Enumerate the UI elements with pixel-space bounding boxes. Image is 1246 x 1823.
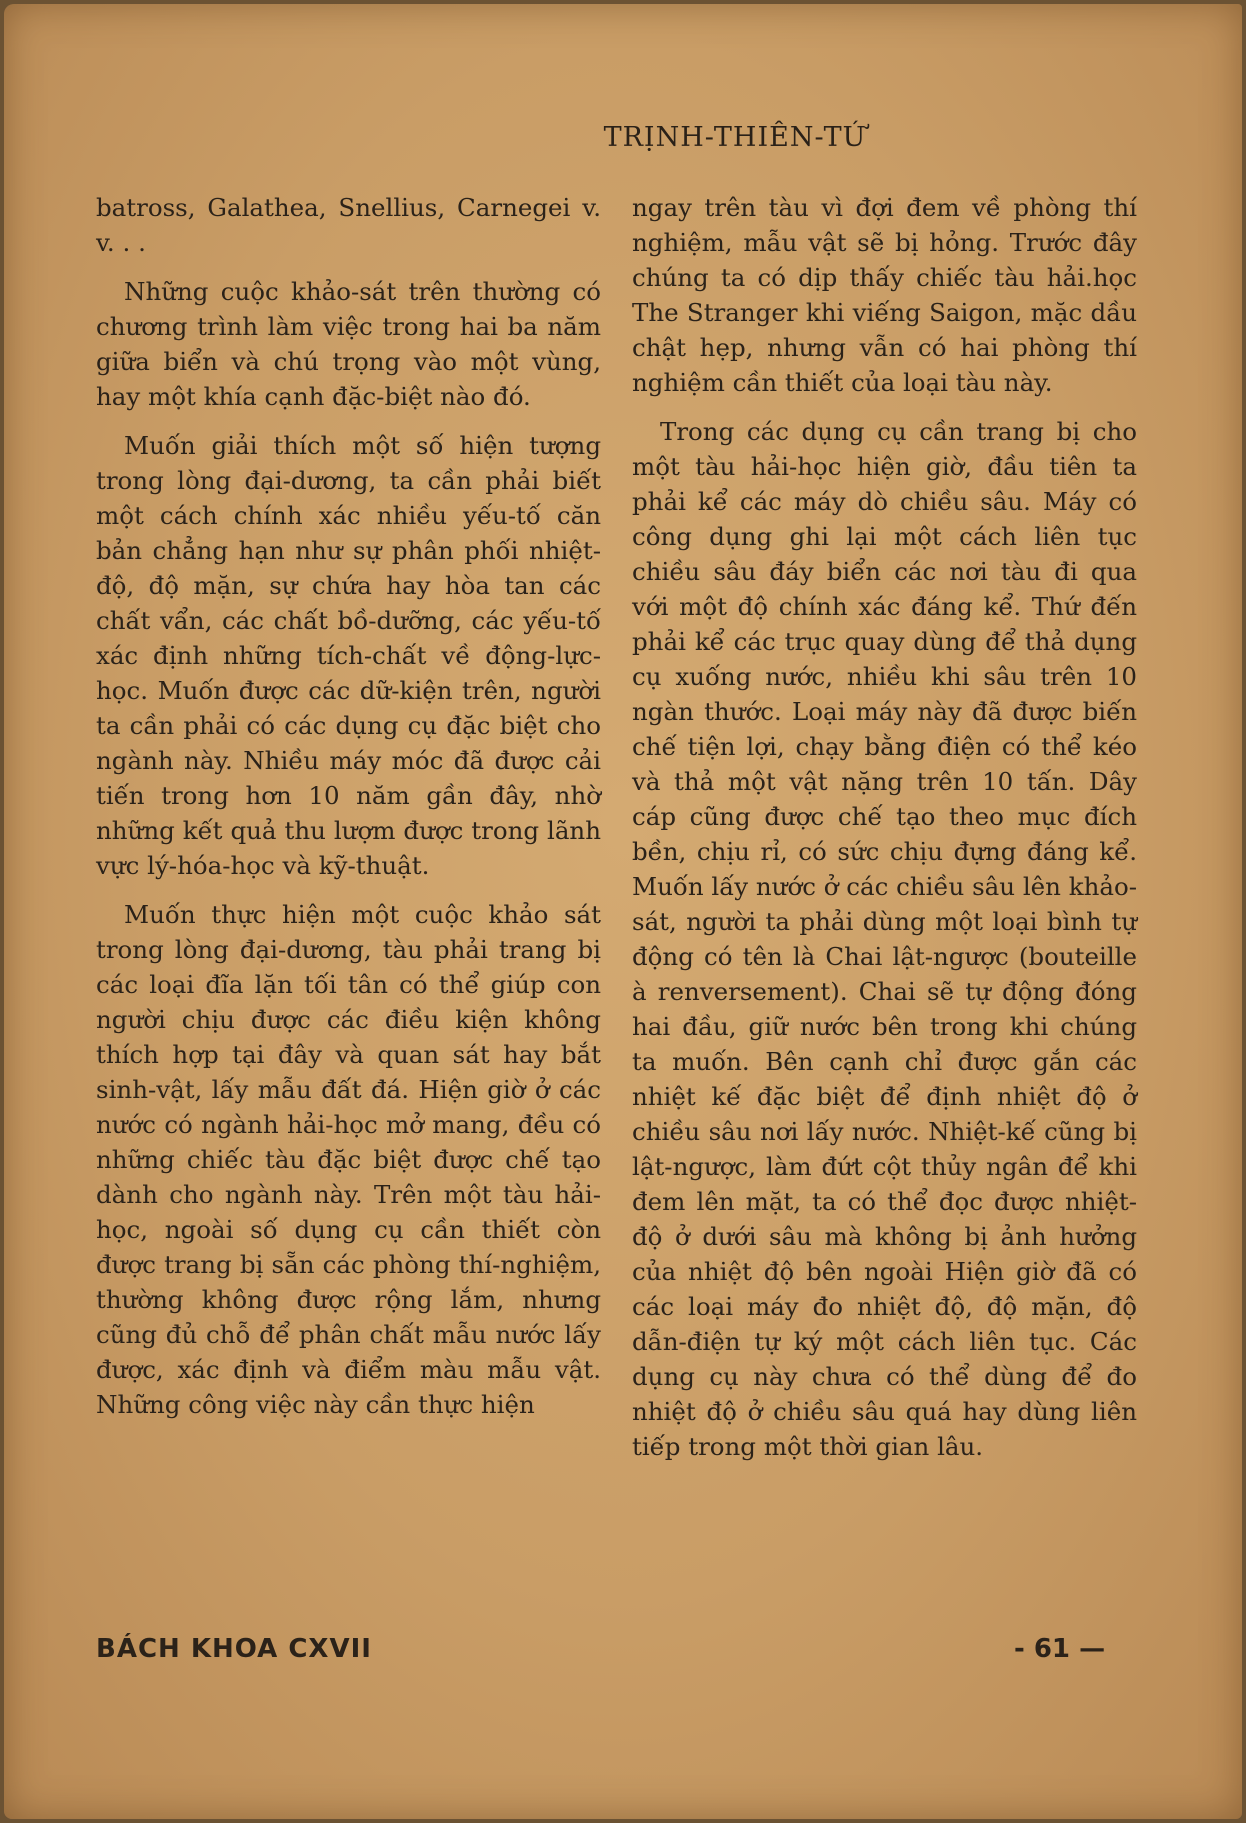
- document-page: [4, 4, 1242, 1819]
- left-column: [96, 190, 601, 1436]
- magazine-footer: BÁCH KHOA CXVII: [96, 1634, 372, 1664]
- paragraph: Muốn giải thích một số hiện tượng trong lòng đại-dương, ta cần phải biết một cách chính xác nhiều yếu-tố căn bản chẳng hạn như sự phân phối nhiệt-độ, độ mặn, sự chứa hay hòa tan các chất vẩn, các chất bồ-dưỡng, các yếu-tố xác định những tích-chất về động-lực-học. Muốn được các dữ-kiện trên, người ta cần phải có các dụng cụ đặc biệt cho ngành này. Nhiều máy móc đã được cải tiến trong hơn 10 năm gần đây, nhờ những kết quả thu lượm được trong lãnh vực lý-hóa-học và kỹ-thuật.: [96, 431, 601, 880]
- header-author: TRỊNH-THIÊN-TỨ: [603, 122, 867, 153]
- paragraph: ngay trên tàu vì đợi đem về phòng thí nghiệm, mẫu vật sẽ bị hỏng. Trước đây chúng ta có dịp thấy chiếc tàu hải.học The Stranger khi viếng Saigon, mặc dầu chật hẹp, nhưng vẫn có hai phòng thí nghiệm cần thiết của loại tàu này.: [632, 193, 1137, 397]
- page-number: - 61 —: [1014, 1634, 1106, 1664]
- paragraph: batross, Galathea, Snellius, Carnegei v. v. . .: [96, 193, 601, 257]
- right-column: [632, 190, 1137, 1478]
- paragraph: Những cuộc khảo-sát trên thường có chương trình làm việc trong hai ba năm giữa biển và chú trọng vào một vùng, hay một khía cạnh đặc-biệt nào đó.: [96, 277, 601, 411]
- running-header: [4, 122, 1242, 153]
- paragraph: Trong các dụng cụ cần trang bị cho một tàu hải-học hiện giờ, đầu tiên ta phải kể các máy dò chiều sâu. Máy có công dụng ghi lại một cách liên tục chiều sâu đáy biển các nơi tàu đi qua với một độ chính xác đáng kể. Thứ đến phải kể các trục quay dùng để thả dụng cụ xuống nước, nhiều khi sâu trên 10 ngàn thước. Loại máy này đã được biến chế tiện lợi, chạy bằng điện có thể kéo và thả một vật nặng trên 10 tấn. Dây cáp cũng được chế tạo theo mục đích bền, chịu rỉ, có sức chịu đựng đáng kể. Muốn lấy nước ở các chiều sâu lên khảo-sát, người ta phải dùng một loại bình tự động có tên là Chai lật-ngược (bouteille à renversement). Chai sẽ tự động đóng hai đầu, giữ nước bên trong khi chúng ta muốn. Bên cạnh chỉ được gắn các nhiệt kế đặc biệt để định nhiệt độ ở chiều sâu nơi lấy nước. Nhiệt-kế cũng bị lật-ngược, làm đứt cột thủy ngân để khi đem lên mặt, ta có thể đọc được nhiệt-độ ở dưới sâu mà không bị ảnh hưởng của nhiệt độ bên ngoài Hiện giờ đã có các loại máy đo nhiệt độ, độ mặn, độ dẫn-điện tự ký một cách liên tục. Các dụng cụ này chưa có thể dùng để đo nhiệt độ ở chiều sâu quá hay dùng liên tiếp trong một thời gian lâu.: [632, 417, 1137, 1461]
- paragraph: Muốn thực hiện một cuộc khảo sát trong lòng đại-dương, tàu phải trang bị các loại đĩa lặn tối tân có thể giúp con người chịu được các điều kiện không thích hợp tại đây và quan sát hay bắt sinh-vật, lấy mẫu đất đá. Hiện giờ ở các nước có ngành hải-học mở mang, đều có những chiếc tàu đặc biệt được chế tạo dành cho ngành này. Trên một tàu hải-học, ngoài số dụng cụ cần thiết còn được trang bị sẵn các phòng thí-nghiệm, thường không được rộng lắm, nhưng cũng đủ chỗ để phân chất mẫu nước lấy được, xác định và điểm màu mẫu vật. Những công việc này cần thực hiện: [96, 900, 601, 1419]
